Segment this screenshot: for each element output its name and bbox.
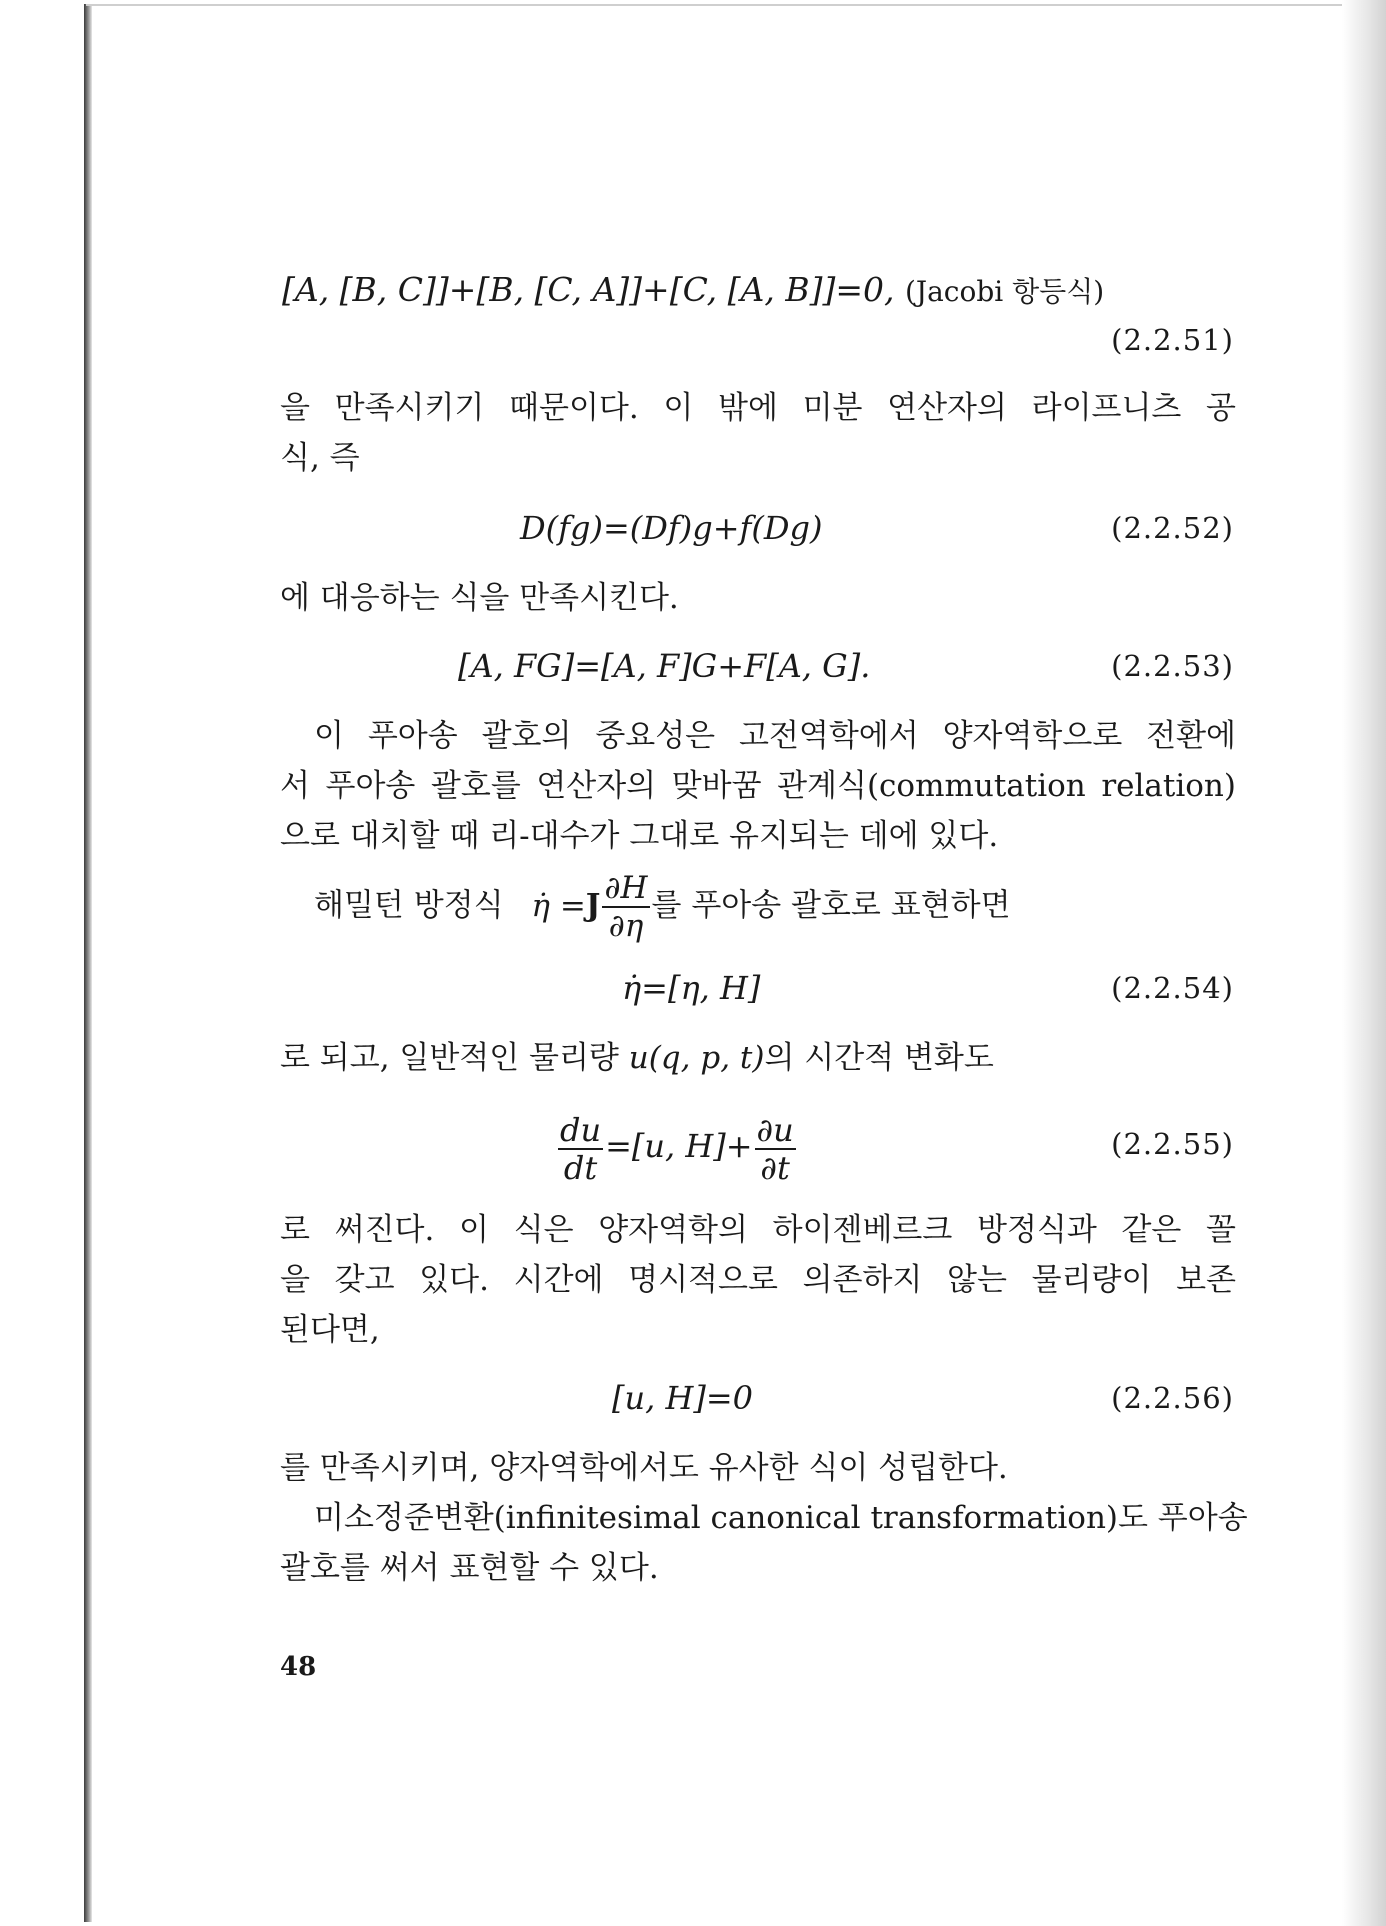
text-span: 해밀턴 방정식 <box>314 887 504 924</box>
equation-number: (2.2.55) <box>1111 1127 1234 1161</box>
fraction-numerator: ∂H <box>604 870 648 906</box>
equation-middle: =[u, H]+ <box>605 1127 753 1165</box>
equation-note: (Jacobi 항등식) <box>904 275 1105 308</box>
math-bold-j: J <box>585 887 601 924</box>
fraction-denominator: dt <box>563 1148 598 1187</box>
text-line: 서 푸아송 괄호를 연산자의 맞바꿈 관계식(commutation relation) <box>280 768 1236 804</box>
text-line: 에 대응하는 식을 만족시킨다. <box>280 580 679 616</box>
fraction-du-dt <box>558 1112 603 1186</box>
text-line <box>280 1036 1236 1080</box>
text-span: 로 되고, 일반적인 물리량 <box>280 1040 619 1076</box>
math-lhs: η̇ = <box>531 887 586 924</box>
text-line: 이 푸아송 괄호의 중요성은 고전역학에서 양자역학으로 전환에 <box>314 718 1236 754</box>
text-line: 으로 대치할 때 리-대수가 그대로 유지되는 데에 있다. <box>280 818 999 854</box>
equation-2-2-54: η̇=[η, H] <box>622 969 761 1007</box>
fraction-numerator: du <box>560 1110 602 1149</box>
text-line: 된다면, <box>280 1312 380 1348</box>
fraction-denominator: ∂t <box>760 1148 790 1187</box>
text-line-hamilton <box>314 870 1270 944</box>
equation-number: (2.2.51) <box>1111 323 1234 357</box>
equation-2-2-52: D(fg)=(Df)g+f(Dg) <box>520 509 823 547</box>
fraction-dh-deta <box>602 870 649 944</box>
equation-number: (2.2.53) <box>1111 649 1234 683</box>
text-line: 을 만족시키기 때문이다. 이 밖에 미분 연산자의 라이프니츠 공 <box>280 390 1236 426</box>
text-span: 의 시간적 변화도 <box>764 1040 994 1076</box>
page-top-edge <box>86 4 1346 6</box>
equation-number: (2.2.56) <box>1111 1381 1234 1415</box>
text-line: 식, 즉 <box>280 440 360 476</box>
page-number: 48 <box>280 1652 317 1682</box>
page-left-edge <box>84 4 92 1922</box>
equation-number: (2.2.52) <box>1111 511 1234 545</box>
equation-2-2-53: [A, FG]=[A, F]G+F[A, G]. <box>458 647 871 685</box>
fraction-denominator: ∂η <box>608 908 644 944</box>
equation-2-2-51 <box>282 268 1104 314</box>
text-line: 미소정준변환(infinitesimal canonical transformation)도 푸아송 <box>314 1500 1248 1536</box>
fraction-partial-u-t <box>755 1112 796 1186</box>
text-line: 괄호를 써서 표현할 수 있다. <box>280 1550 659 1586</box>
text-line: 를 만족시키며, 양자역학에서도 유사한 식이 성립한다. <box>280 1450 1008 1486</box>
equation-2-2-56: [u, H]=0 <box>612 1379 753 1417</box>
equation-number: (2.2.54) <box>1111 971 1234 1005</box>
text-line: 을 갖고 있다. 시간에 명시적으로 의존하지 않는 물리량이 보존 <box>280 1262 1236 1298</box>
page-right-shadow <box>1342 0 1386 1926</box>
fraction-numerator: ∂u <box>756 1110 794 1149</box>
equation-expr: [A, [B, C]]+[B, [C, A]]+[C, [A, B]]=0, <box>282 270 895 309</box>
text-span: 를 푸아송 괄호로 표현하면 <box>651 887 1011 924</box>
equation-2-2-55 <box>556 1106 798 1186</box>
math-inline: u(q, p, t) <box>628 1040 765 1076</box>
text-line: 로 써진다. 이 식은 양자역학의 하이젠베르크 방정식과 같은 꼴 <box>280 1212 1236 1248</box>
